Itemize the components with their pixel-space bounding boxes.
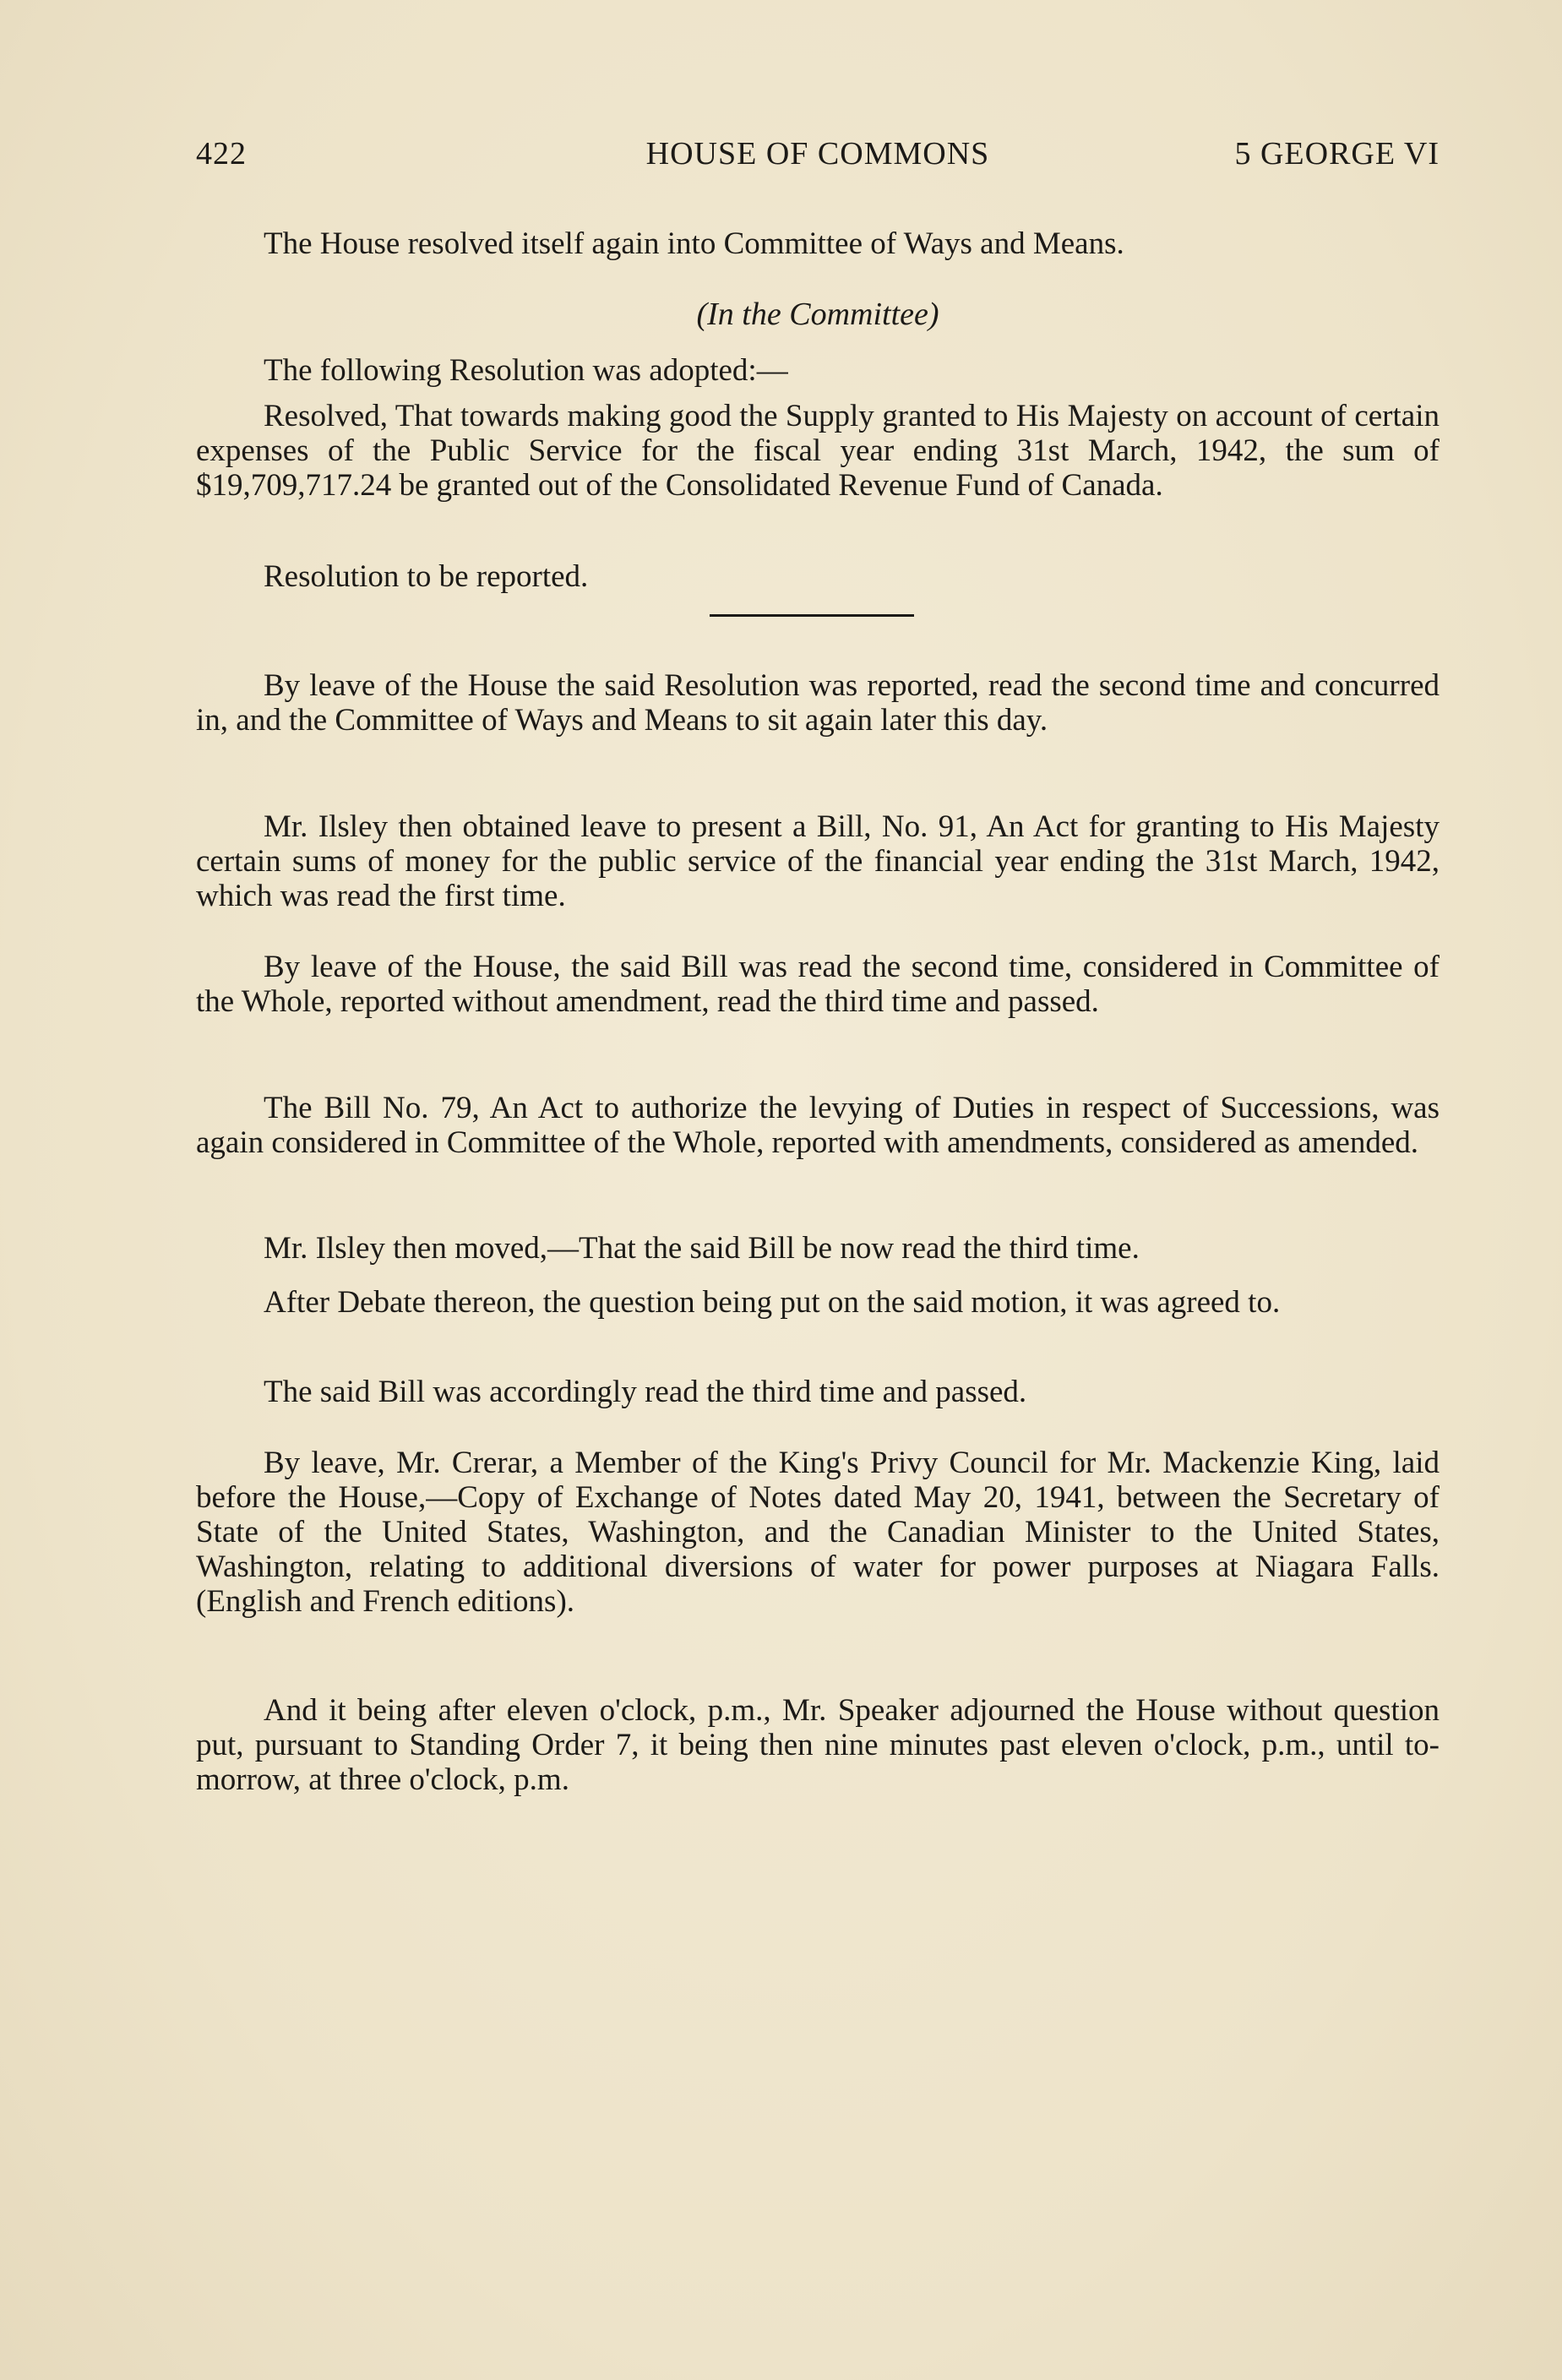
regnal-year: 5 GEORGE VI [1234,136,1440,172]
in-committee-heading: (In the Committee) [696,297,939,332]
paragraph-bill-79: The Bill No. 79, An Act to authorize the levying of Duties in respect of Successions, was again considered in Committee of the Whole, reported with amendments, considered as amended. [196,1091,1440,1160]
paragraph-crerar: By leave, Mr. Crerar, a Member of the King's Privy Council for Mr. Mackenzie King, laid before the House,—Copy of Exchange of Notes dated May 20, 1941, between the Secretary of State of the United States, Washington, and the Canadian Minister to the United States, Washington, relating to additional diversions of water for power purposes at Niagara Falls. (English and French editions). [196,1446,1440,1619]
section-divider [710,614,914,617]
paragraph-debate: After Debate thereon, the question being put on the said motion, it was agreed to. [264,1285,1281,1320]
paragraph-ilsley-moved: Mr. Ilsley then moved,—That the said Bill be now read the third time. [264,1231,1140,1266]
page-title: HOUSE OF COMMONS [645,136,990,172]
page-number: 422 [196,136,247,172]
page-header [196,135,1440,177]
paragraph-adjournment: And it being after eleven o'clock, p.m., Mr. Speaker adjourned the House without question put, pursuant to Standing Order 7, it being then nine minutes past eleven o'clock, p.m., until to-morrow, at three o'clock, p.m. [196,1693,1440,1797]
paragraph-resolution-adopted: The following Resolution was adopted:— [264,353,788,388]
paragraph-committee-resolved: The House resolved itself again into Committee of Ways and Means. [264,226,1124,261]
paragraph-bill-passed: By leave of the House, the said Bill was read the second time, considered in Committee of the Whole, reported without amendment, read the third time and passed. [196,950,1440,1019]
paragraph-resolved: Resolved, That towards making good the Supply granted to His Majesty on account of certain expenses of the Public Service for the fiscal year ending 31st March, 1942, the sum of $19,709,717.24 be granted out of the Consolidated Revenue Fund of Canada. [196,399,1440,503]
paragraph-resolution-reported: Resolution to be reported. [264,559,589,594]
paragraph-leave-reported: By leave of the House the said Resolution was reported, read the second time and concurred in, and the Committee of Ways and Means to sit again later this day. [196,668,1440,738]
paragraph-bill-91: Mr. Ilsley then obtained leave to present a Bill, No. 91, An Act for granting to His Majesty certain sums of money for the public service of the financial year ending the 31st March, 1942, which was read the first time. [196,809,1440,913]
paragraph-third-reading: The said Bill was accordingly read the third time and passed. [264,1375,1027,1409]
